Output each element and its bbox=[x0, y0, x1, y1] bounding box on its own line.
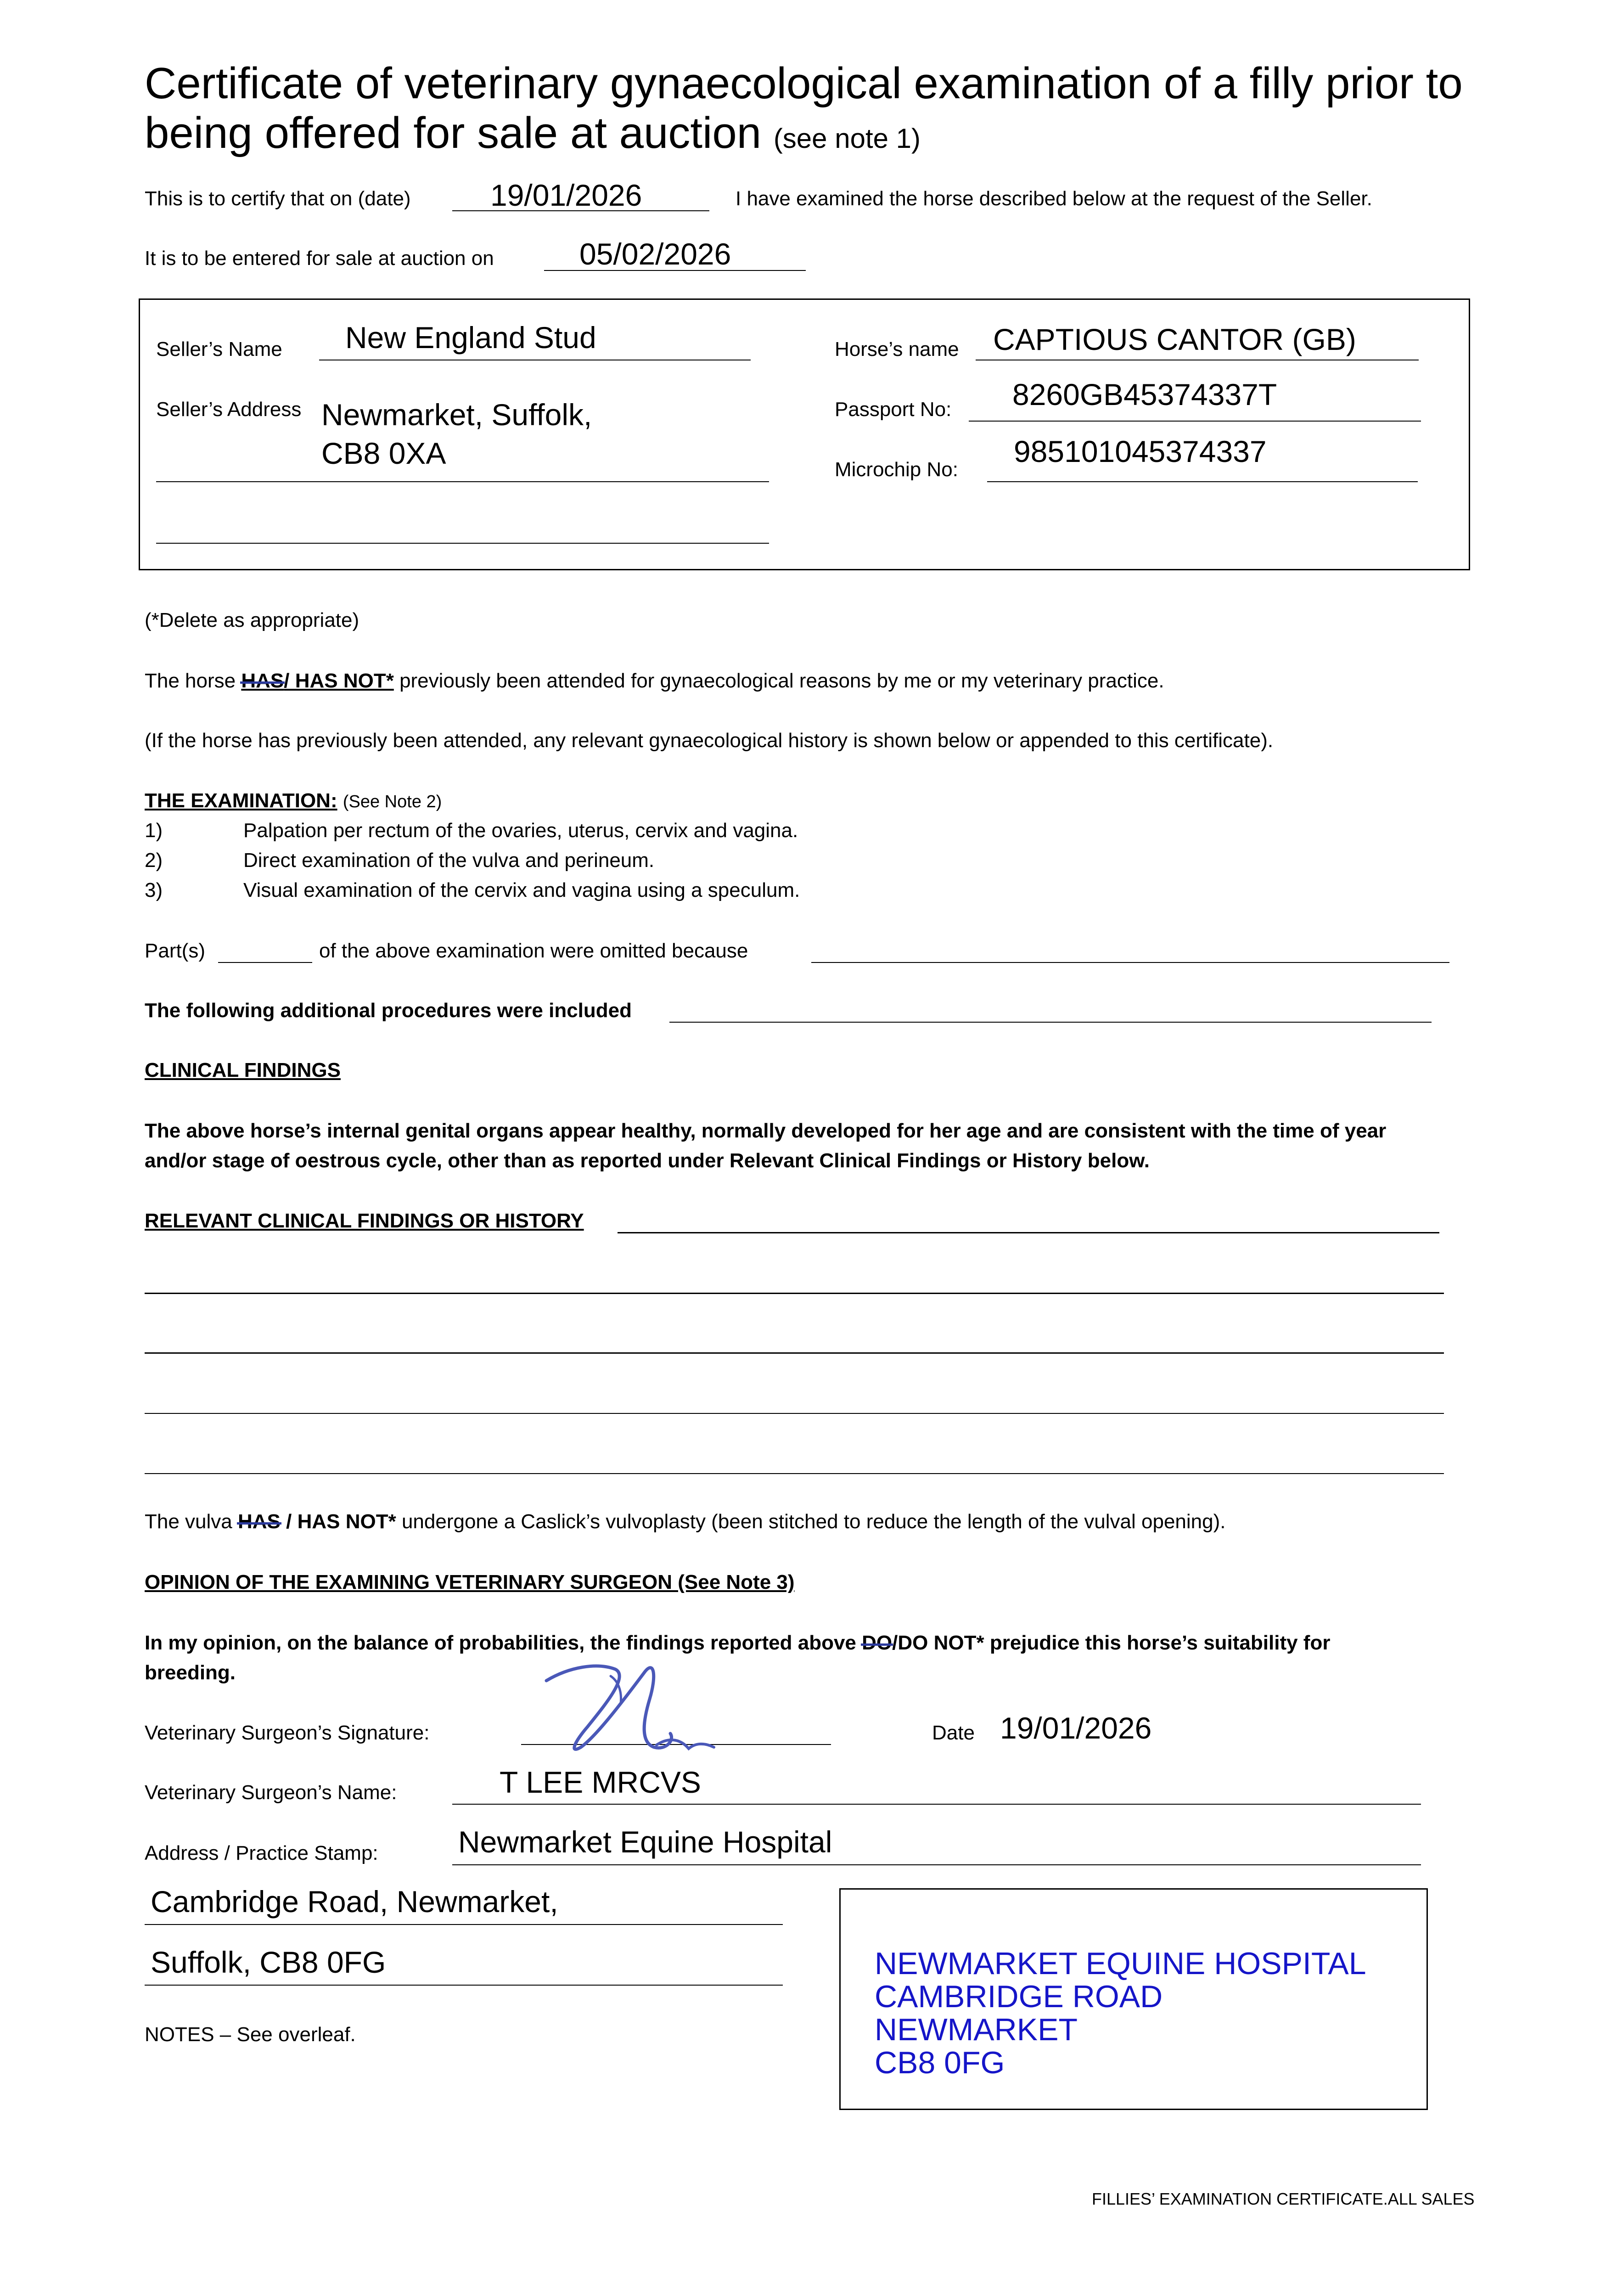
attended-prefix: The horse bbox=[145, 670, 236, 692]
seller-address-underline-2 bbox=[156, 543, 769, 544]
seller-address-line-1: Newmarket, Suffolk, bbox=[321, 398, 592, 432]
title-line-1: Certificate of veterinary gynaecological examination of a filly prior to bbox=[145, 59, 1463, 108]
stamp-line-3: NEWMARKET bbox=[875, 2012, 1078, 2047]
title-note: (see note 1) bbox=[773, 123, 921, 154]
horse-name-value: CAPTIOUS CANTOR (GB) bbox=[993, 322, 1356, 356]
seller-address-underline-1 bbox=[156, 481, 769, 482]
attended-note: (If the horse has previously been attended, any relevant gynaecological history is shown below or appended to this certificate). bbox=[145, 729, 1274, 752]
exam-item-1-text: Palpation per rectum of the ovaries, uterus, cervix and vagina. bbox=[243, 819, 798, 842]
certify-suffix: I have examined the horse described below at the request of the Seller. bbox=[736, 187, 1372, 210]
attended-has-struck: HAS bbox=[241, 669, 284, 693]
title-line-2-text: being offered for sale at auction bbox=[145, 108, 762, 158]
seller-address-label: Seller’s Address bbox=[156, 398, 302, 421]
date-label: Date bbox=[932, 1722, 975, 1744]
seller-name-label: Seller’s Name bbox=[156, 338, 282, 360]
microchip-underline bbox=[987, 481, 1418, 482]
omitted-prefix: Part(s) bbox=[145, 940, 205, 962]
certificate-title bbox=[145, 59, 1463, 163]
opinion-prefix: In my opinion, on the balance of probabilities, the findings reported above bbox=[145, 1632, 856, 1654]
exam-item-2-num: 2) bbox=[145, 849, 163, 872]
examination-heading: THE EXAMINATION: bbox=[145, 789, 337, 812]
additional-label: The following additional procedures were included bbox=[145, 999, 632, 1022]
vulva-has-not: / HAS NOT* bbox=[286, 1510, 396, 1533]
passport-underline bbox=[969, 421, 1421, 422]
relevant-underline-1 bbox=[145, 1293, 1444, 1294]
title-line-2 bbox=[145, 108, 1463, 163]
clinical-heading: CLINICAL FINDINGS bbox=[145, 1059, 341, 1081]
examination-heading-note: (See Note 2) bbox=[343, 792, 442, 811]
omitted-parts-underline bbox=[218, 962, 312, 963]
relevant-underline-0 bbox=[618, 1232, 1439, 1233]
opinion-heading: OPINION OF THE EXAMINING VETERINARY SURGEON (See Note 3) bbox=[145, 1571, 795, 1593]
relevant-underline-4 bbox=[145, 1473, 1444, 1474]
omitted-reason-underline bbox=[811, 962, 1449, 963]
seller-name-value: New England Stud bbox=[345, 321, 596, 355]
practice-name: Newmarket Equine Hospital bbox=[458, 1825, 832, 1859]
practice-underline bbox=[452, 1864, 1421, 1865]
vulva-prefix: The vulva bbox=[145, 1510, 232, 1533]
practice-stamp-text bbox=[875, 1947, 1366, 2079]
attended-line bbox=[145, 669, 1164, 693]
notes-text: NOTES – See overleaf. bbox=[145, 2023, 356, 2046]
examination-heading-line bbox=[145, 789, 442, 813]
practice-address-line-1: Cambridge Road, Newmarket, bbox=[151, 1885, 558, 1919]
certify-prefix: This is to certify that on (date) bbox=[145, 187, 411, 210]
practice-address-underline-2 bbox=[145, 1985, 783, 1986]
signature-date: 19/01/2026 bbox=[1000, 1711, 1152, 1745]
passport-label: Passport No: bbox=[835, 398, 952, 421]
surgeon-name-underline bbox=[452, 1804, 1421, 1805]
attended-has-not: / HAS NOT* bbox=[284, 670, 394, 692]
clinical-line-2: and/or stage of oestrous cycle, other than as reported under Relevant Clinical Findings or History below. bbox=[145, 1149, 1150, 1172]
vulva-has-struck: HAS bbox=[238, 1510, 281, 1534]
practice-address-line-2: Suffolk, CB8 0FG bbox=[151, 1945, 386, 1979]
handwritten-signature bbox=[519, 1649, 730, 1768]
certify-date: 19/01/2026 bbox=[490, 178, 642, 212]
delete-note: (*Delete as appropriate) bbox=[145, 609, 359, 631]
surgeon-name: T LEE MRCVS bbox=[500, 1765, 701, 1799]
omitted-middle: of the above examination were omitted because bbox=[319, 940, 748, 962]
vulva-line bbox=[145, 1510, 1225, 1534]
exam-item-1-num: 1) bbox=[145, 819, 163, 842]
microchip-value: 985101045374337 bbox=[1014, 434, 1267, 468]
opinion-line-1 bbox=[145, 1631, 1330, 1655]
exam-item-3-num: 3) bbox=[145, 879, 163, 901]
horse-name-label: Horse’s name bbox=[835, 338, 959, 360]
footer-text: FILLIES’ EXAMINATION CERTIFICATE.ALL SALES bbox=[1092, 2189, 1475, 2208]
sale-prefix: It is to be entered for sale at auction on bbox=[145, 247, 494, 270]
additional-underline bbox=[669, 1022, 1432, 1023]
exam-item-2-text: Direct examination of the vulva and perineum. bbox=[243, 849, 655, 872]
opinion-suffix: /DO NOT* prejudice this horse’s suitability for bbox=[892, 1632, 1331, 1654]
seller-address-line-2: CB8 0XA bbox=[321, 436, 446, 470]
relevant-underline-3 bbox=[145, 1413, 1444, 1414]
sale-date: 05/02/2026 bbox=[579, 237, 731, 271]
signature-label: Veterinary Surgeon’s Signature: bbox=[145, 1722, 430, 1744]
stamp-line-2: CAMBRIDGE ROAD bbox=[875, 1979, 1163, 2014]
passport-value: 8260GB45374337T bbox=[1012, 377, 1277, 411]
relevant-underline-2 bbox=[145, 1352, 1444, 1354]
attended-suffix: previously been attended for gynaecological reasons by me or my veterinary practice. bbox=[399, 670, 1164, 692]
vulva-suffix: undergone a Caslick’s vulvoplasty (been stitched to reduce the length of the vulval opening). bbox=[401, 1510, 1226, 1533]
exam-item-3-text: Visual examination of the cervix and vagina using a speculum. bbox=[243, 879, 800, 901]
microchip-label: Microchip No: bbox=[835, 458, 958, 481]
practice-address-underline-1 bbox=[145, 1924, 783, 1925]
opinion-line-2: breeding. bbox=[145, 1661, 236, 1684]
address-stamp-label: Address / Practice Stamp: bbox=[145, 1842, 378, 1864]
opinion-do-struck: DO bbox=[862, 1631, 892, 1655]
clinical-line-1: The above horse’s internal genital organs appear healthy, normally developed for her age and are consistent with the time of year bbox=[145, 1120, 1387, 1142]
relevant-heading: RELEVANT CLINICAL FINDINGS OR HISTORY bbox=[145, 1210, 584, 1232]
stamp-line-4: CB8 0FG bbox=[875, 2045, 1005, 2080]
stamp-line-1: NEWMARKET EQUINE HOSPITAL bbox=[875, 1946, 1366, 1981]
surgeon-name-label: Veterinary Surgeon’s Name: bbox=[145, 1781, 397, 1804]
